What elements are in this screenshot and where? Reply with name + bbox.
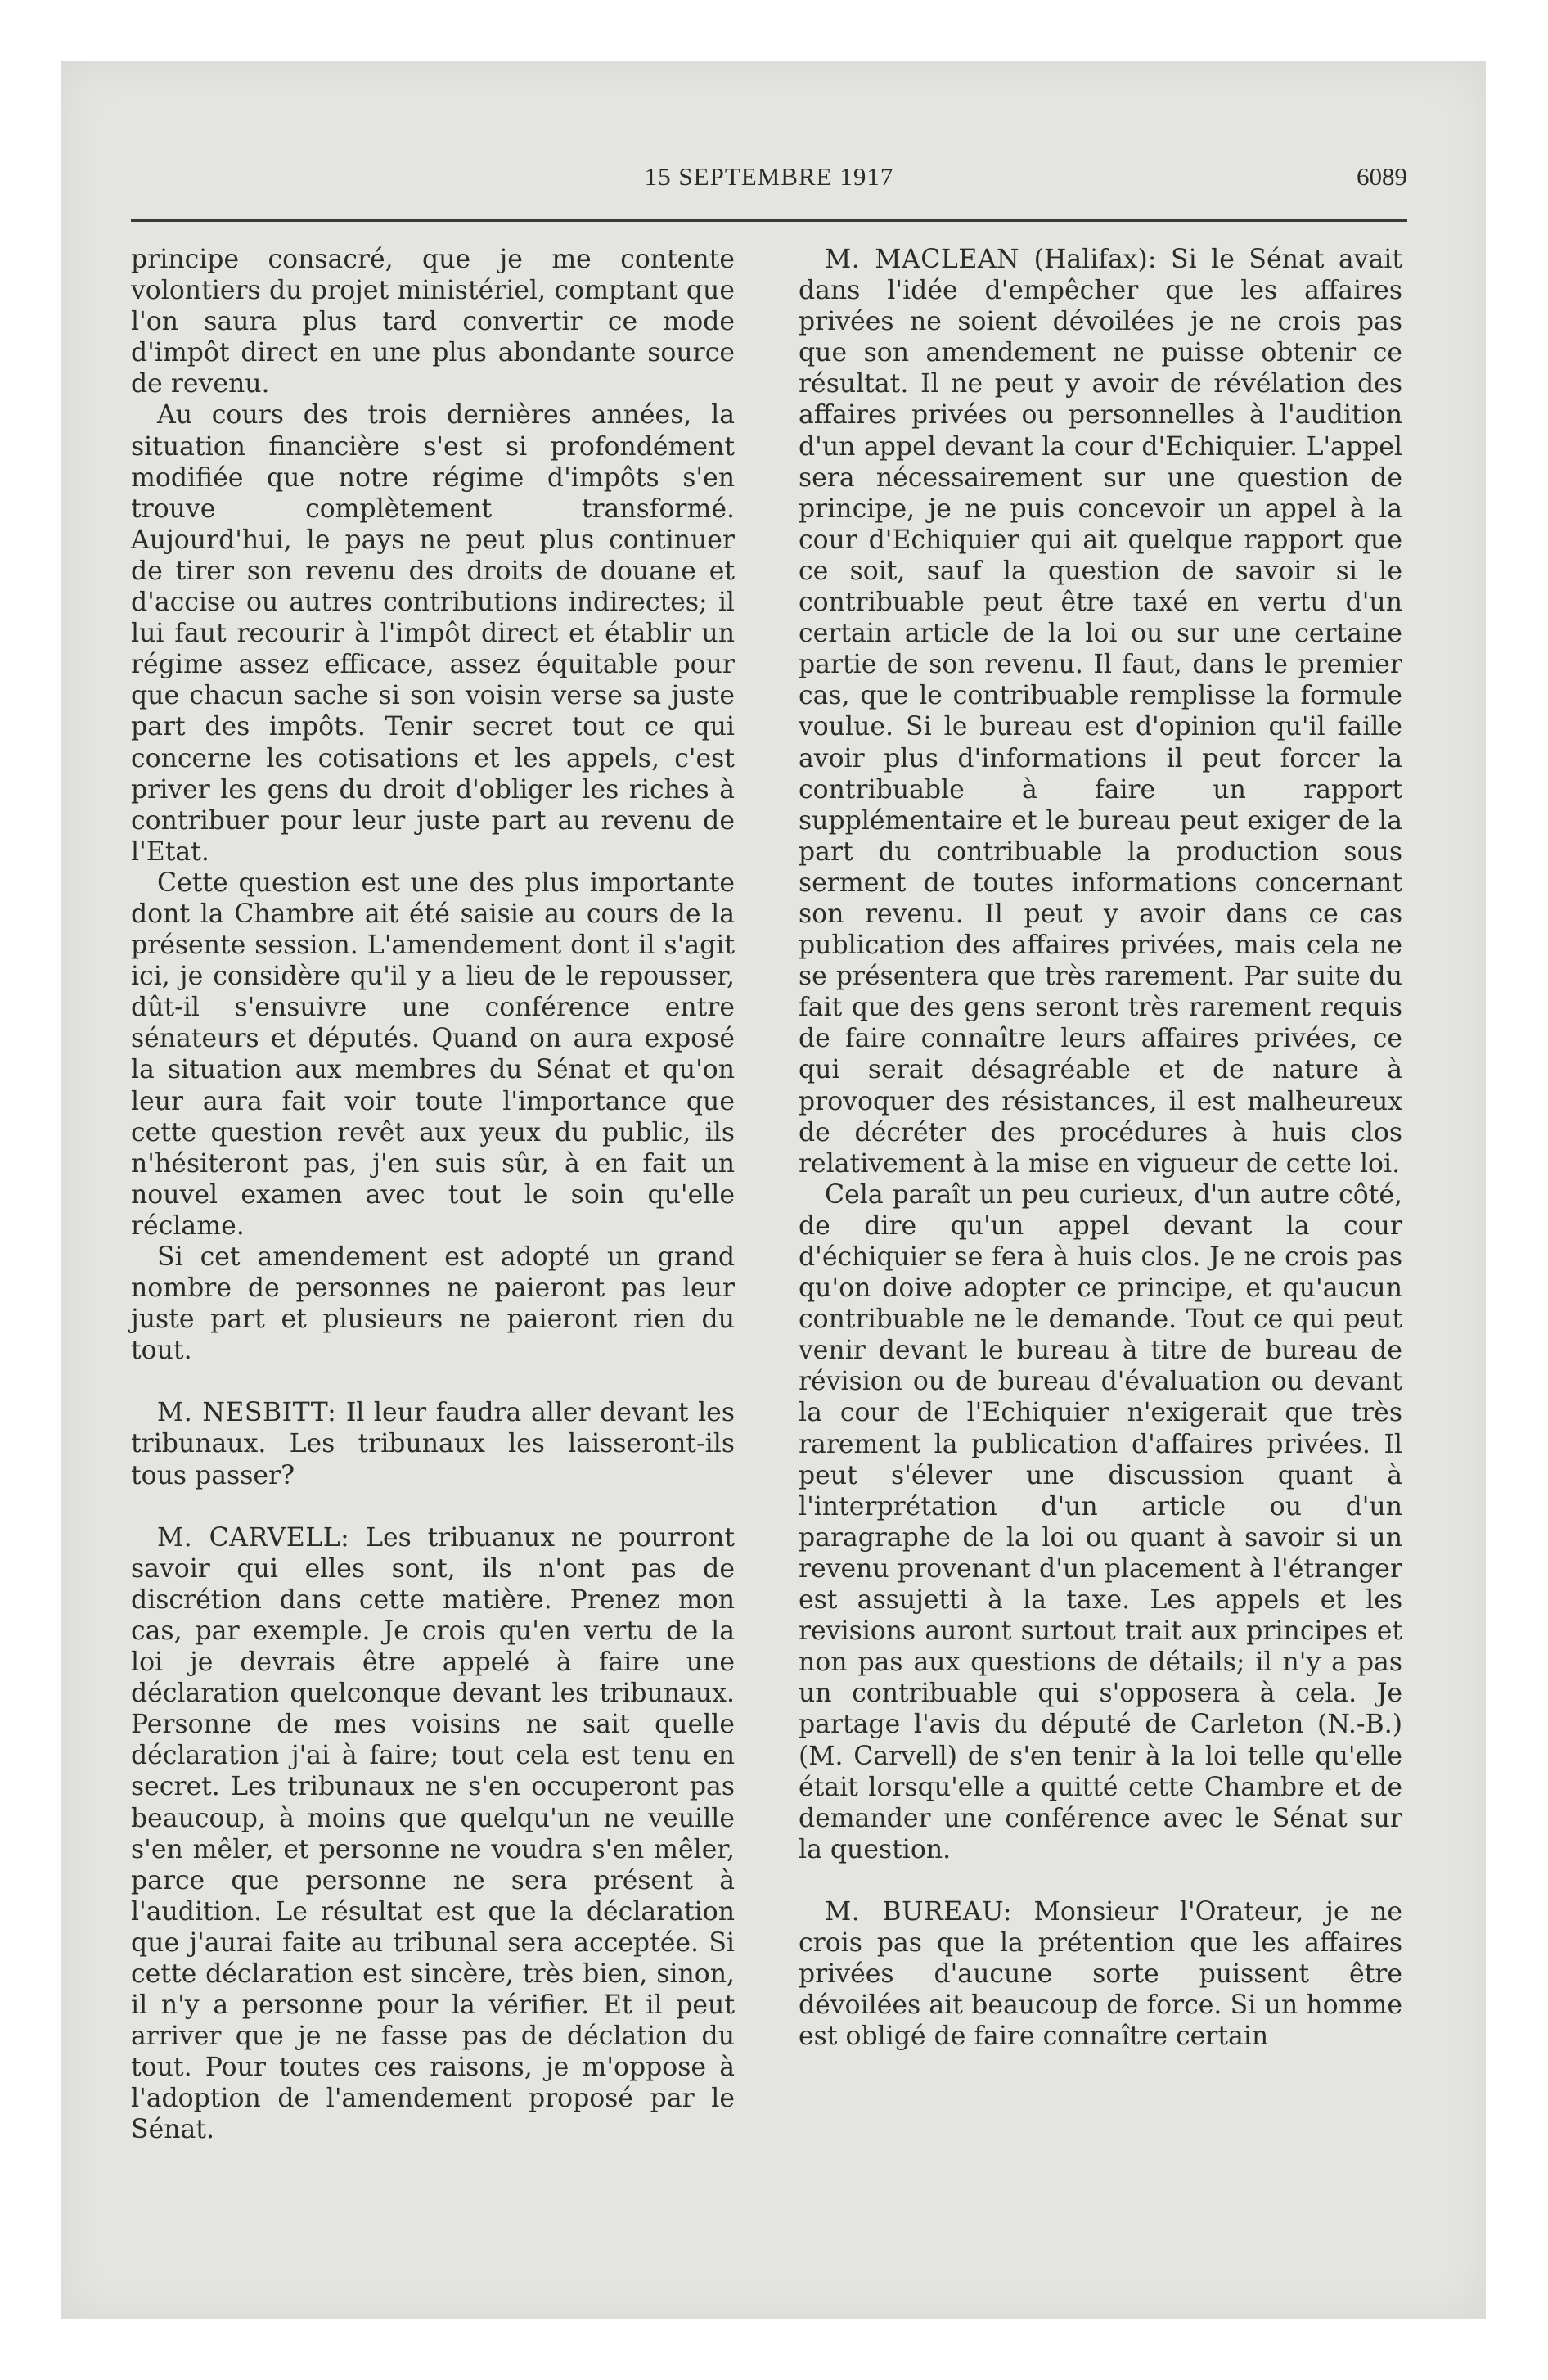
- speech: [799, 244, 1402, 1179]
- speech-text: Il leur faudra aller devant les tribunaux. Les tribunaux les laisseront-ils tous passer?: [131, 1398, 735, 1490]
- document-page: [131, 156, 1407, 2145]
- paragraph: [131, 399, 735, 867]
- speech-text: Les tribuanux ne pourront savoir qui elles sont, ils n'ont pas de discrétion dans cette matière. Prenez mon cas, par exemple. Je crois qu'en vertu de la loi je devrais être appelé à faire une déclaration quelconque devant les tribunaux. Personne de mes voisins ne sait quelle déclaration j'ai à faire; tout cela est tenu en secret. Les tribunaux ne s'en occuperont pas beaucoup, à moins que quelqu'un ne veuille s'en mêler, et personne ne voudra s'en mêler, parce que personne ne sera présent à l'audition. Le résultat est que la déclaration que j'aurai faite au tribunal sera acceptée. Si cette déclaration est sincère, très bien, sinon, il n'y a personne pour la vérifier. Et il peut arriver que je ne fasse pas de déclation du tout. Pour toutes ces raisons, je m'oppose à l'adoption de l'amendement proposé par le Sénat.: [131, 1522, 735, 2145]
- paragraph: [131, 868, 735, 1242]
- speaker-name: M. MACLEAN: [825, 245, 1020, 274]
- page-number: 6089: [1357, 162, 1407, 191]
- speaker-name: M. CARVELL:: [157, 1522, 350, 1553]
- running-header: [131, 156, 1407, 198]
- speaker-name: M. NESBITT:: [157, 1398, 337, 1428]
- paragraph: [131, 1242, 735, 1366]
- paragraph: [799, 1179, 1402, 1865]
- speech: [131, 1522, 735, 2146]
- paragraph-text: principe consacré, que je me contente volontiers du projet ministériel, comptant que l'on saura plus tard convertir ce mode d'impôt direct en une plus abondante source de revenu.: [131, 245, 735, 399]
- header-date: 15 SEPTEMBRE 1917: [644, 162, 894, 191]
- paragraph-text: Cela paraît un peu curieux, d'un autre côté, de dire qu'un appel devant la cour d'échiquier se fera à huis clos. Je ne crois pas qu'on doive adopter ce principe, et qu'aucun contribuable ne le demande. Tout ce qui peut venir devant le bureau à titre de bureau de révision ou de bureau d'évaluation ou devant la cour de l'Echiquier n'exigerait que très rarement la publication d'affaires privées. Il peut s'élever une discussion quant à l'interprétation d'un article ou d'un paragraphe de la loi ou quant à savoir si un revenu provenant d'un placement à l'étranger est assujetti à la taxe. Les appels et les revisions auront surtout trait aux principes et non pas aux questions de détails; il n'y a pas un contribuable qui s'opposera à cela. Je partage l'avis du député de Carleton (N.-B.) (M. Carvell) de s'en tenir à la loi telle qu'elle était lorsqu'elle a quitté cette Chambre et de demander une conférence avec le Sénat sur la question.: [799, 1179, 1402, 1864]
- speech: [799, 1896, 1402, 2052]
- paragraph-text: Si cet amendement est adopté un grand nombre de personnes ne paieront pas leur juste part et plusieurs ne paieront rien du tout.: [131, 1242, 735, 1366]
- paragraph-text: Au cours des trois dernières années, la situation financière s'est si profondément modifiée que notre régime d'impôts s'en trouve complètement transformé. Aujourd'hui, le pays ne peut plus continuer de tirer son revenu des droits de douane et d'accise ou autres contributions indirectes; il lui faut recourir à l'impôt direct et établir un régime assez efficace, assez équitable pour que chacun sache si son voisin verse sa juste part des impôts. Tenir secret tout ce qui concerne les cotisations et les appels, c'est priver les gens du droit d'obliger les riches à contribuer pour leur juste part au revenu de l'Etat.: [131, 400, 735, 867]
- left-column: [131, 244, 735, 2146]
- paragraph-text: Cette question est une des plus importante dont la Chambre ait été saisie au cours de la présente session. L'amendement dont il s'agit ici, je considère qu'il y a lieu de le repousser, dût-il s'ensuivre une conférence entre sénateurs et députés. Quand on aura exposé la situation aux membres du Sénat et qu'on leur aura fait voir toute l'importance que cette question revêt aux yeux du public, ils n'hésiteront pas, j'en suis sûr, à en fait un nouvel examen avec tout le soin qu'elle réclame.: [131, 868, 735, 1241]
- speaker-name: M. BUREAU:: [825, 1896, 1013, 1927]
- speech-text: Monsieur l'Orateur, je ne crois pas que la prétention que les affaires privées d'aucune sorte puissent être dévoilées ait beaucoup de force. Si un homme est obligé de faire connaître certain: [799, 1896, 1403, 2052]
- paragraph-continued: [131, 244, 735, 399]
- right-column: [799, 244, 1402, 2052]
- header-rule: [131, 219, 1407, 222]
- speaker-riding: (Halifax):: [1033, 245, 1157, 274]
- speech-text: Si le Sénat avait dans l'idée d'empêcher que les affaires privées ne soient dévoilées je ne crois pas que son amendement ne puisse obtenir ce résultat. Il ne peut y avoir de révélation des affaires privées ou personnelles à l'audition d'un appel devant la cour d'Echiquier. L'appel sera nécessairement sur une question de principe, je ne puis concevoir un appel à la cour d'Echiquier qui ait quelque rapport que ce soit, sauf la question de savoir si le contribuable peut être taxé en vertu d'un certain article de la loi ou sur une certaine partie de son revenu. Il faut, dans le premier cas, que le contribuable remplisse la formule voulue. Si le bureau est d'opinion qu'il faille avoir plus d'informations il peut forcer la contribuable à faire un rapport supplémentaire et le bureau peut exiger de la part du contribuable la production sous serment de toutes informations concernant son revenu. Il peut y avoir dans ce cas publication des affaires privées, mais cela ne se présentera que très rarement. Par suite du fait que des gens seront très rarement requis de faire connaître leurs affaires privées, ce qui serait désagréable et de nature à provoquer des résistances, il est malheureux de décréter des procédures à huis clos relativement à la mise en vigueur de cette loi.: [799, 245, 1402, 1179]
- speech: [131, 1397, 735, 1490]
